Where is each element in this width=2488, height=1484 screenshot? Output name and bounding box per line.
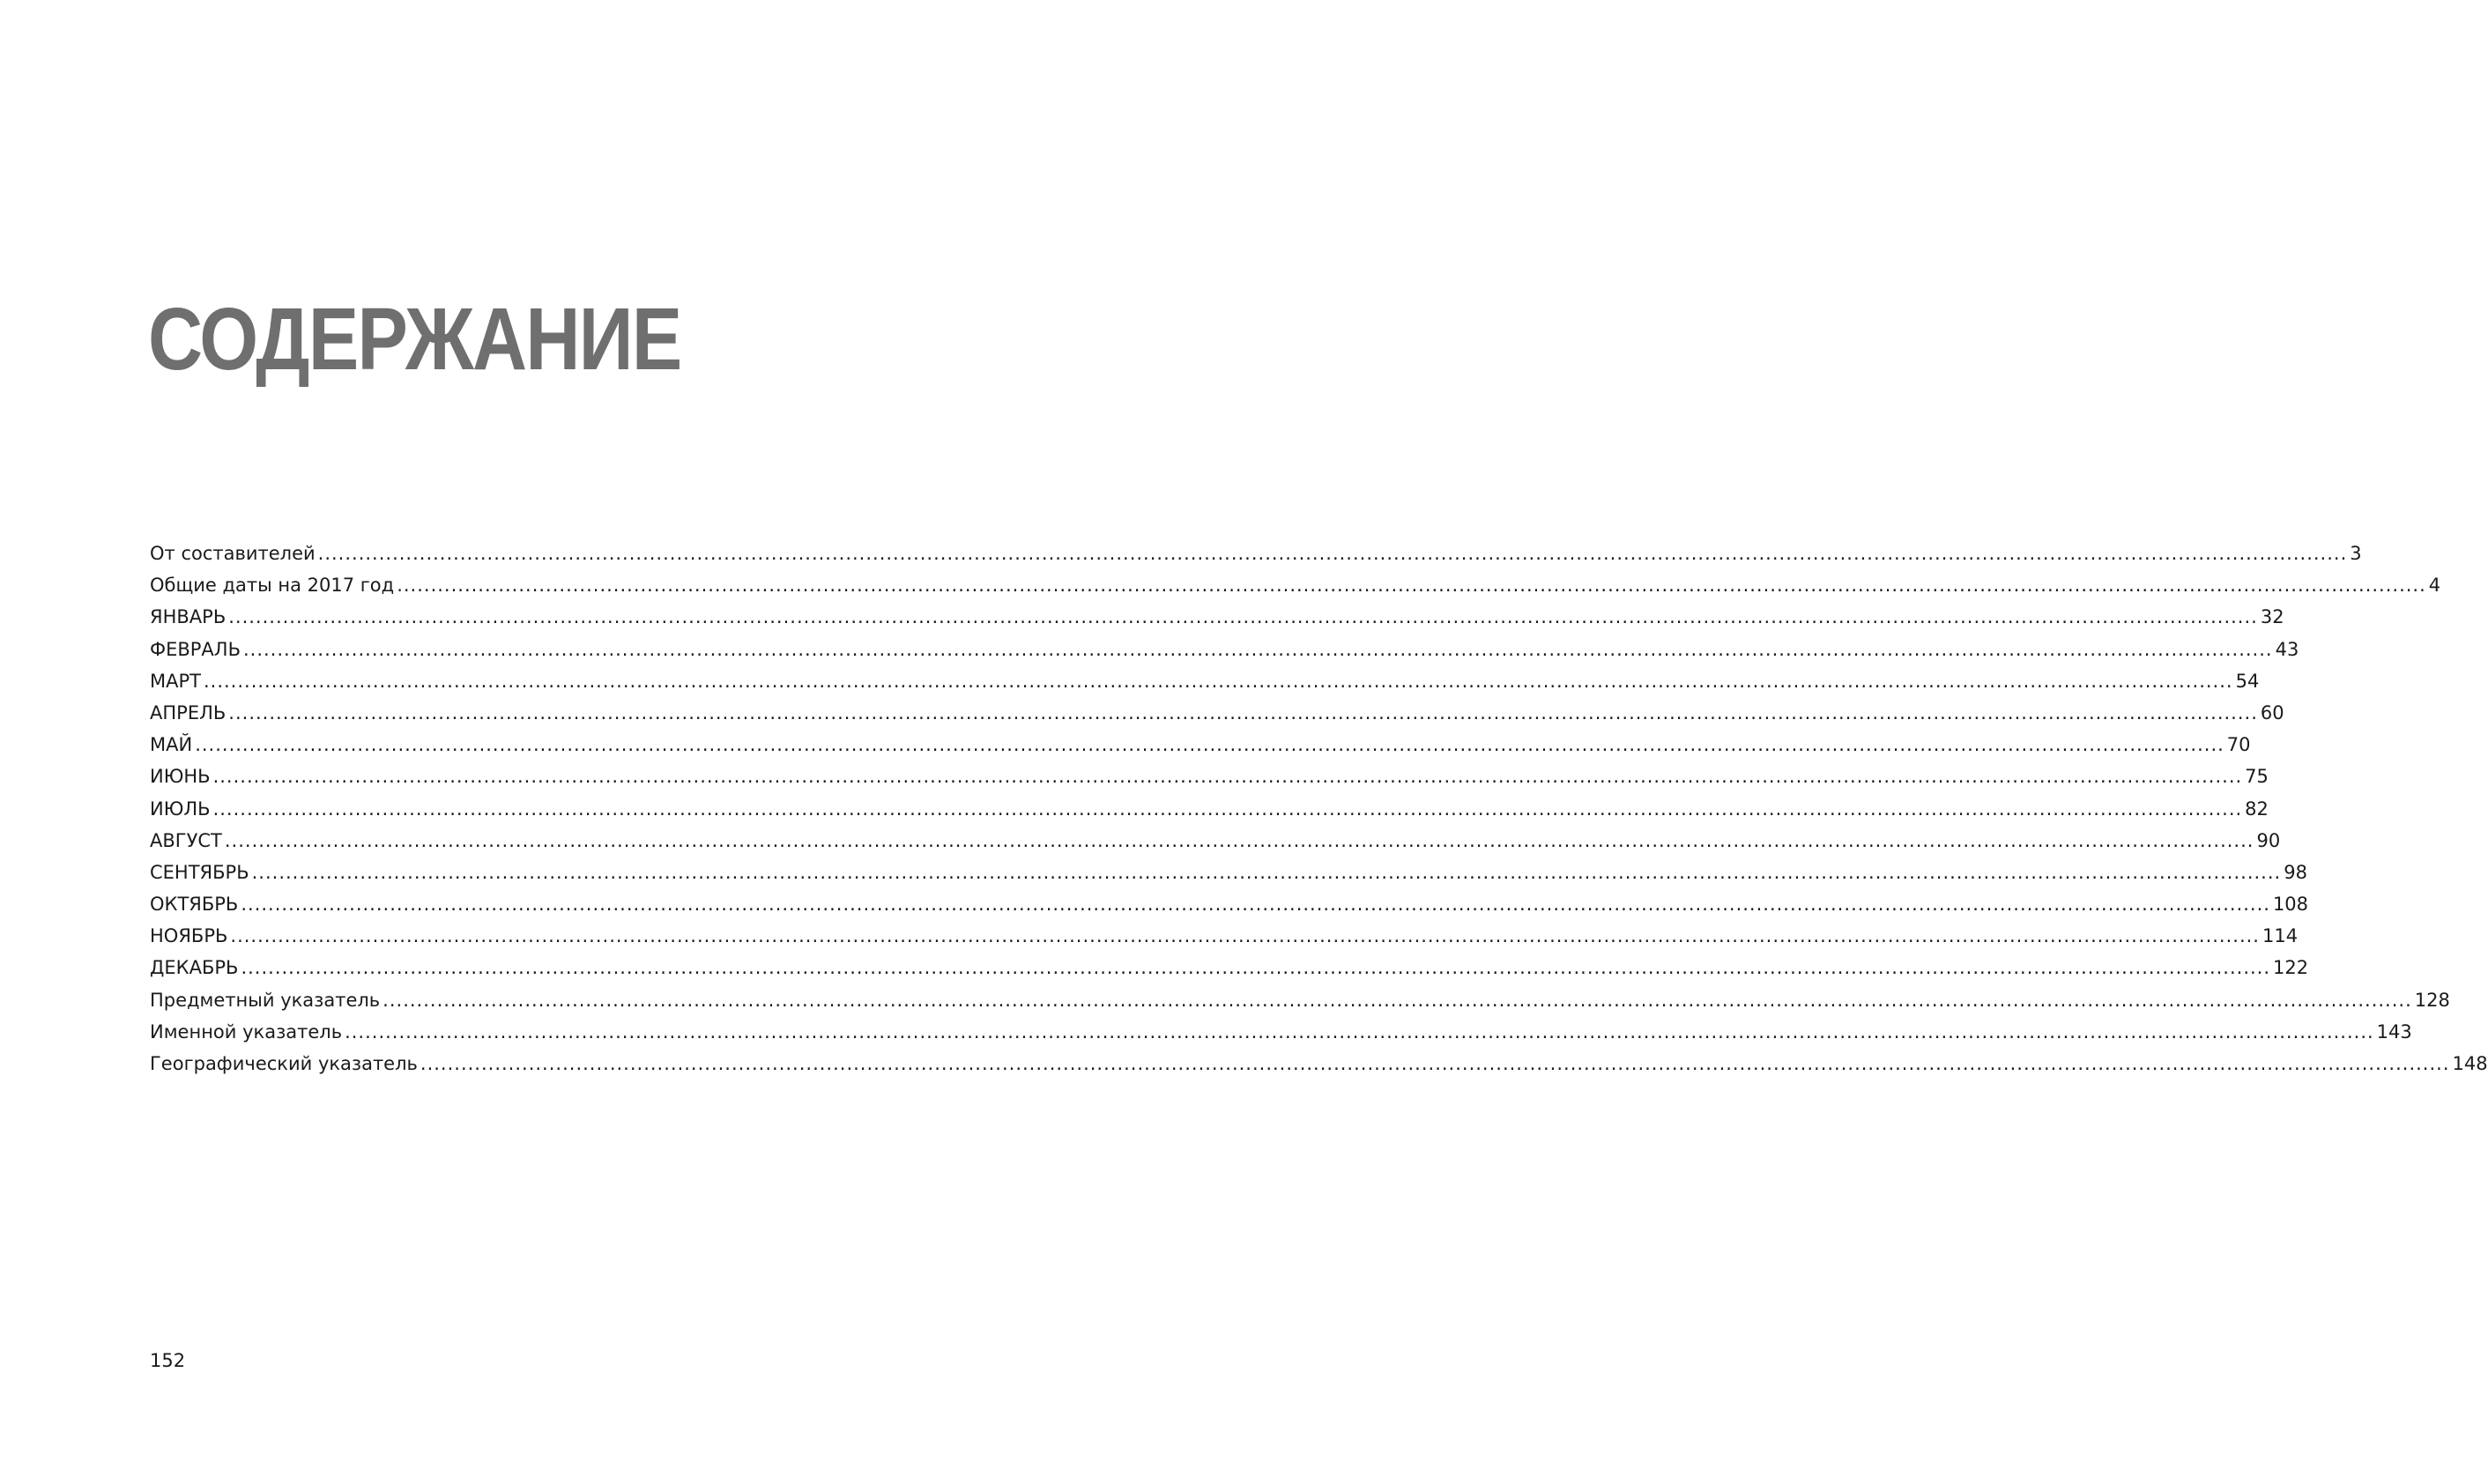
toc-entry-page: 70 xyxy=(2226,734,2251,756)
toc-entry-page: 82 xyxy=(2245,798,2269,820)
toc-entry-page: 60 xyxy=(2260,701,2284,723)
toc-entry xyxy=(150,861,2307,894)
toc-entry xyxy=(150,734,2251,766)
toc-entry-label: АПРЕЛЬ xyxy=(150,701,227,723)
toc-entry-page: 143 xyxy=(2376,1020,2412,1043)
toc-entry-label: НОЯБРЬ xyxy=(150,925,228,947)
toc-dot-leader: ............................................................................................................................................................................................................................................................................................................ xyxy=(228,701,2258,723)
toc-entry-page: 114 xyxy=(2261,925,2299,947)
toc-entry-page: 148 xyxy=(2452,1053,2488,1074)
toc-entry xyxy=(150,1053,2488,1085)
toc-dot-leader: ............................................................................................................................................................................................................................................................................................................ xyxy=(212,766,2243,788)
toc-entry-label: Общие даты на 2017 год xyxy=(150,575,395,597)
toc-entry xyxy=(150,701,2284,734)
toc-dot-leader: ............................................................................................................................................................................................................................................................................................................ xyxy=(251,861,2282,883)
toc-entry-label: ИЮЛЬ xyxy=(150,798,211,820)
toc-entry-label: ИЮНЬ xyxy=(150,766,211,788)
toc-entry-page: 4 xyxy=(2428,575,2441,597)
toc-entry xyxy=(150,606,2284,638)
page-title: СОДЕРЖАНИЕ xyxy=(148,290,681,389)
toc-entry-page: 75 xyxy=(2245,766,2269,788)
page-number: 152 xyxy=(150,1350,186,1371)
toc-dot-leader: ............................................................................................................................................................................................................................................................................................................ xyxy=(212,798,2243,820)
toc-entry-label: Географический указатель xyxy=(150,1053,418,1074)
toc-entry xyxy=(150,1020,2412,1053)
toc-entry xyxy=(150,575,2441,606)
toc-dot-leader: ............................................................................................................................................................................................................................................................................................................ xyxy=(242,638,2273,660)
toc-dot-leader: ............................................................................................................................................................................................................................................................................................................ xyxy=(420,1053,2450,1074)
toc-dot-leader: ............................................................................................................................................................................................................................................................................................................ xyxy=(317,543,2348,564)
toc-entry-label: АВГУСТ xyxy=(150,829,222,851)
table-of-contents xyxy=(150,543,2488,1085)
toc-dot-leader: ............................................................................................................................................................................................................................................................................................................ xyxy=(228,606,2258,628)
toc-entry xyxy=(150,989,2450,1021)
toc-dot-leader: ............................................................................................................................................................................................................................................................................................................ xyxy=(203,670,2233,692)
toc-dot-leader: ............................................................................................................................................................................................................................................................................................................ xyxy=(230,925,2260,947)
toc-entry xyxy=(150,957,2309,989)
toc-entry-page: 108 xyxy=(2272,894,2309,916)
toc-dot-leader: ............................................................................................................................................................................................................................................................................................................ xyxy=(224,829,2254,851)
toc-entry-page: 98 xyxy=(2284,861,2307,883)
toc-entry xyxy=(150,766,2269,798)
toc-dot-leader: ............................................................................................................................................................................................................................................................................................................ xyxy=(397,575,2426,597)
toc-entry xyxy=(150,829,2281,862)
toc-dot-leader: ............................................................................................................................................................................................................................................................................................................ xyxy=(241,957,2271,979)
toc-entry-page: 43 xyxy=(2275,638,2299,660)
toc-entry-label: МАЙ xyxy=(150,734,193,756)
toc-dot-leader: ............................................................................................................................................................................................................................................................................................................ xyxy=(382,989,2412,1011)
toc-entry-label: СЕНТЯБРЬ xyxy=(150,861,249,883)
toc-entry xyxy=(150,798,2269,830)
toc-dot-leader: ............................................................................................................................................................................................................................................................................................................ xyxy=(345,1020,2374,1043)
toc-entry xyxy=(150,925,2299,957)
toc-entry-page: 90 xyxy=(2256,829,2281,851)
toc-entry-page: 54 xyxy=(2235,670,2260,692)
toc-entry-page: 128 xyxy=(2414,989,2450,1011)
toc-entry-page: 32 xyxy=(2260,606,2284,628)
toc-dot-leader: ............................................................................................................................................................................................................................................................................................................ xyxy=(241,894,2270,916)
toc-entry-page: 122 xyxy=(2273,957,2309,979)
toc-entry-label: Именной указатель xyxy=(150,1020,343,1043)
toc-entry xyxy=(150,543,2362,575)
toc-entry-label: От составителей xyxy=(150,543,316,564)
toc-entry-label: ЯНВАРЬ xyxy=(150,606,227,628)
toc-entry xyxy=(150,638,2299,671)
toc-entry-label: ДЕКАБРЬ xyxy=(150,957,239,979)
toc-entry-label: ФЕВРАЛЬ xyxy=(150,638,241,660)
toc-entry xyxy=(150,670,2260,702)
toc-entry-page: 3 xyxy=(2350,543,2362,564)
toc-entry-label: МАРТ xyxy=(150,670,201,692)
toc-dot-leader: ............................................................................................................................................................................................................................................................................................................ xyxy=(195,734,2224,756)
toc-entry-label: ОКТЯБРЬ xyxy=(150,894,239,916)
toc-entry xyxy=(150,894,2309,925)
toc-entry-label: Предметный указатель xyxy=(150,989,381,1011)
